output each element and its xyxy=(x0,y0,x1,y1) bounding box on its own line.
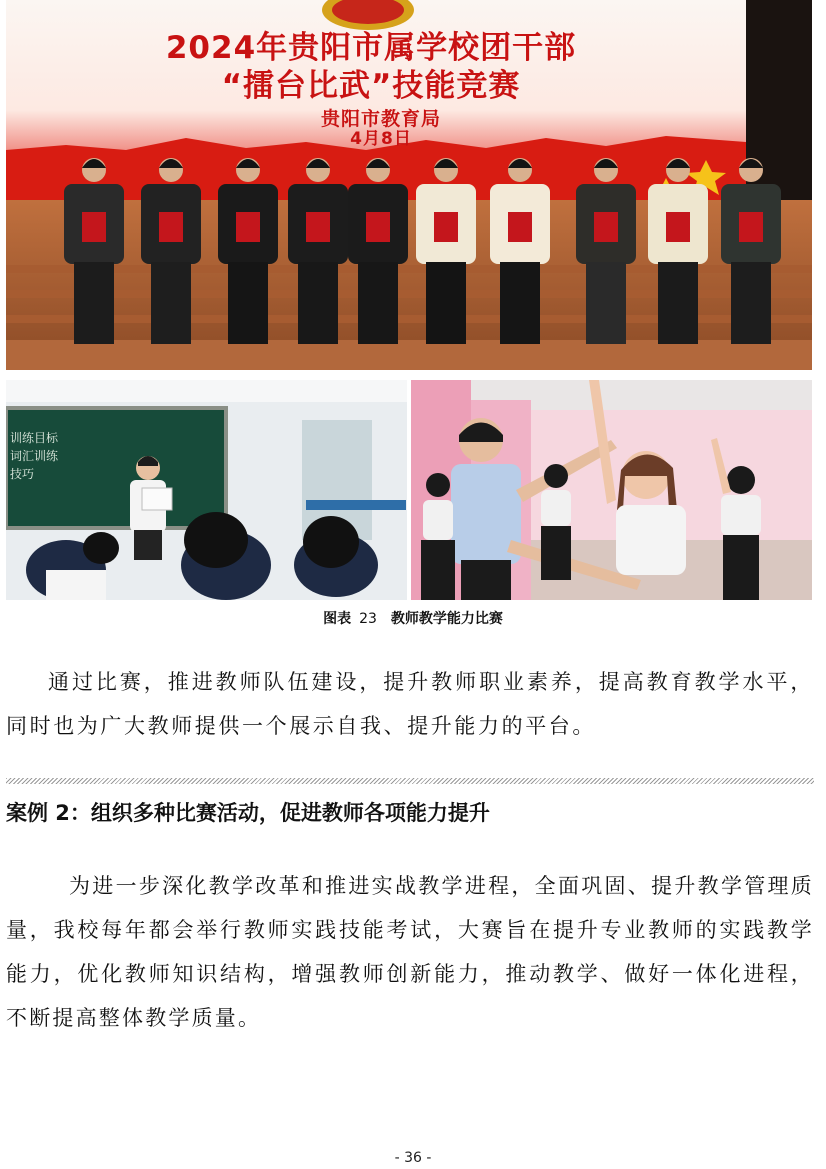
person-legs xyxy=(426,262,466,344)
person-legs xyxy=(358,262,398,344)
person-legs xyxy=(151,262,191,344)
certificate xyxy=(508,212,532,242)
classroom-scene xyxy=(6,380,407,600)
figure-title: 教师教学能力比赛 xyxy=(390,611,503,627)
section-divider xyxy=(6,778,814,784)
certificate xyxy=(739,212,763,242)
person-legs xyxy=(586,262,626,344)
banner-date: 4月8日 xyxy=(350,129,412,149)
banner-title-line2: “擂台比武”技能竞赛 xyxy=(221,68,521,104)
body-paragraph-2: 为进一步深化教学改革和推进实战教学进程，全面巩固、提升教学管理质量，我校每年都会举行教师实践技能考试，大赛旨在提升专业教师的实践教学能力，优化教师知识结构，增强教师创新能力，推动教学、做好一体化进程，不断提高整体教学质量。 xyxy=(6,874,814,1030)
board-line-2: 词汇训练 xyxy=(10,449,59,463)
certificate xyxy=(434,212,458,242)
certificate xyxy=(594,212,618,242)
body-paragraph-1: 通过比赛，推进教师队伍建设，提升教师职业素养，提高教育教学水平，同时也为广大教师提供一个展示自我、提升能力的平台。 xyxy=(6,670,814,738)
certificate xyxy=(82,212,106,242)
figure-number: 23 xyxy=(359,611,377,627)
person-legs xyxy=(298,262,338,344)
certificate xyxy=(306,212,330,242)
person-legs xyxy=(74,262,114,344)
banner-organizer: 贵阳市教育局 xyxy=(320,108,441,130)
certificate xyxy=(159,212,183,242)
page-number: - 36 - xyxy=(394,1150,432,1166)
person-legs xyxy=(658,262,698,344)
dance-teaching-photo xyxy=(411,380,812,600)
person-legs xyxy=(228,262,268,344)
certificate xyxy=(666,212,690,242)
figure-caption xyxy=(0,608,826,628)
classroom-teaching-photo xyxy=(6,380,407,600)
person-legs xyxy=(731,262,771,344)
person-legs xyxy=(500,262,540,344)
figure-label: 图表 xyxy=(323,611,352,627)
section-heading: 案例 2：组织多种比赛活动，促进教师各项能力提升 xyxy=(6,801,490,825)
board-line-3: 技巧 xyxy=(10,467,35,481)
banner-title-line1: 2024年贵阳市属学校团干部 xyxy=(165,30,577,66)
certificate xyxy=(366,212,390,242)
dance-scene xyxy=(411,380,812,600)
award-ceremony-photo xyxy=(6,0,812,370)
certificate xyxy=(236,212,260,242)
board-line-1: 训练目标 xyxy=(10,431,59,445)
